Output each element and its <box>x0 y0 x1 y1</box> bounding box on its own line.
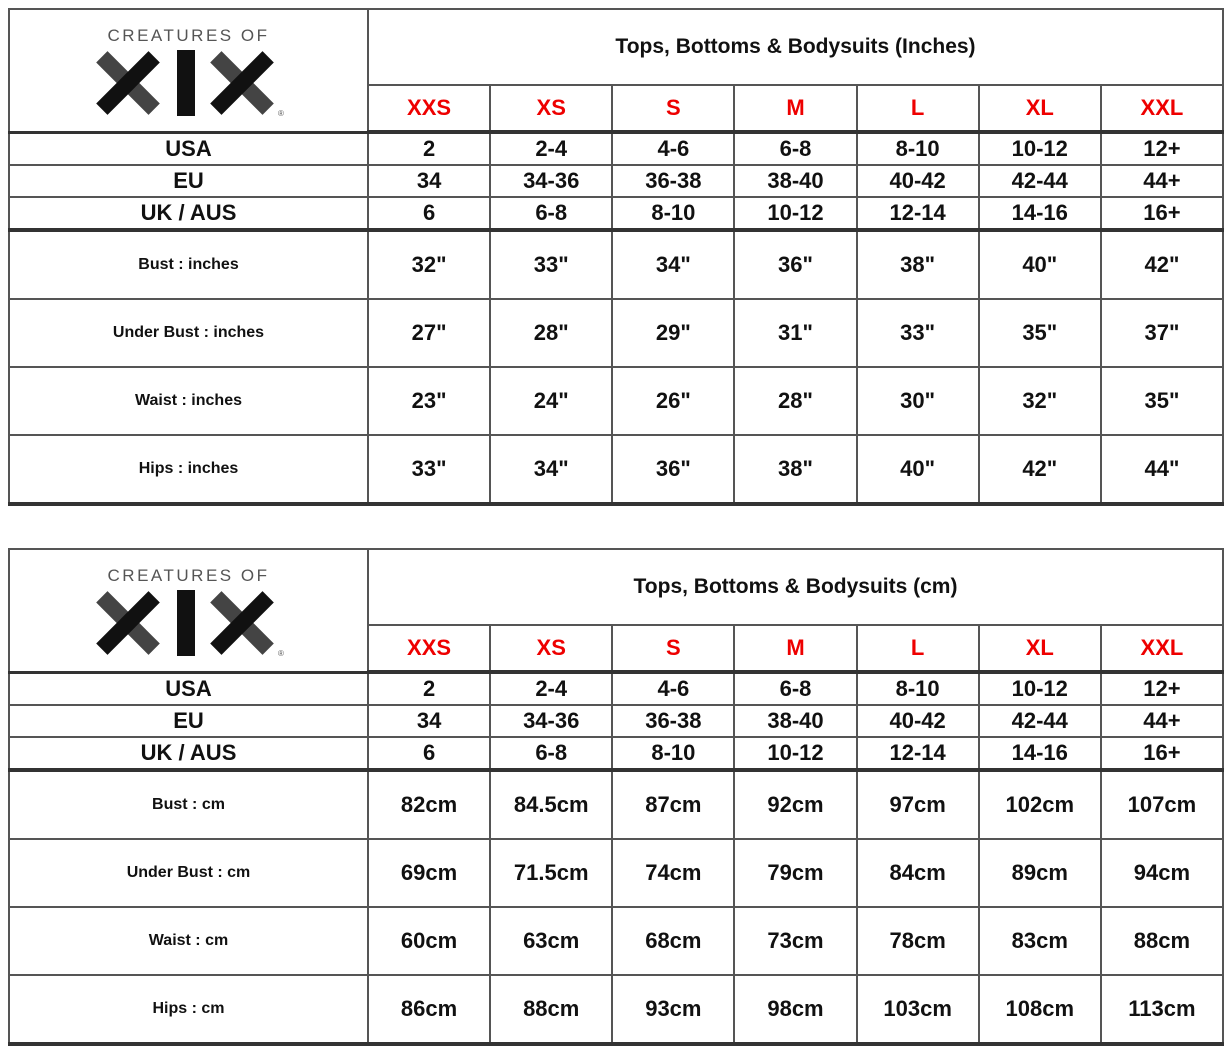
size-label-m: M <box>734 85 856 132</box>
size-table <box>8 548 1224 1046</box>
conversion-value: 16+ <box>1101 197 1223 230</box>
brand-logo <box>10 562 367 658</box>
measurement-value: 89cm <box>979 839 1101 907</box>
measurement-value: 33" <box>490 230 612 299</box>
measurement-value: 93cm <box>612 975 734 1044</box>
measurement-value: 33" <box>857 299 979 367</box>
conversion-value: 2 <box>368 132 490 165</box>
conversion-value: 38-40 <box>734 705 856 737</box>
measurement-value: 71.5cm <box>490 839 612 907</box>
measurement-value: 36" <box>612 435 734 504</box>
measurement-value: 102cm <box>979 770 1101 839</box>
conversion-value: 10-12 <box>979 672 1101 705</box>
measurement-row <box>9 299 1223 367</box>
conversion-label: EU <box>9 705 368 737</box>
measurement-label: Bust : cm <box>9 770 368 839</box>
measurement-row <box>9 367 1223 435</box>
measurement-value: 27" <box>368 299 490 367</box>
brand-logo-cell <box>9 549 368 672</box>
measurement-value: 35" <box>1101 367 1223 435</box>
measurement-value: 84cm <box>857 839 979 907</box>
conversion-value: 6-8 <box>734 672 856 705</box>
conversion-value: 14-16 <box>979 197 1101 230</box>
size-label-s: S <box>612 625 734 672</box>
chart-title: Tops, Bottoms & Bodysuits (cm) <box>368 549 1223 625</box>
measurement-value: 31" <box>734 299 856 367</box>
measurement-label: Waist : cm <box>9 907 368 975</box>
measurement-value: 73cm <box>734 907 856 975</box>
conversion-label: EU <box>9 165 368 197</box>
measurement-label: Under Bust : cm <box>9 839 368 907</box>
size-label-l: L <box>857 625 979 672</box>
size-chart-cm <box>8 548 1224 1046</box>
measurement-value: 83cm <box>979 907 1101 975</box>
conversion-value: 14-16 <box>979 737 1101 770</box>
measurement-value: 79cm <box>734 839 856 907</box>
measurement-value: 92cm <box>734 770 856 839</box>
conversion-value: 8-10 <box>857 132 979 165</box>
conversion-value: 36-38 <box>612 165 734 197</box>
measurement-value: 69cm <box>368 839 490 907</box>
measurement-label: Hips : inches <box>9 435 368 504</box>
conversion-value: 8-10 <box>612 197 734 230</box>
chart-title: Tops, Bottoms & Bodysuits (Inches) <box>368 9 1223 85</box>
measurement-row <box>9 230 1223 299</box>
measurement-value: 28" <box>490 299 612 367</box>
size-label-xxs: XXS <box>368 625 490 672</box>
size-label-xxl: XXL <box>1101 85 1223 132</box>
measurement-value: 29" <box>612 299 734 367</box>
measurement-row <box>9 907 1223 975</box>
conversion-value: 12+ <box>1101 672 1223 705</box>
measurement-value: 97cm <box>857 770 979 839</box>
brand-logo <box>10 22 367 118</box>
brand-mark <box>93 48 284 118</box>
registered-mark: ® <box>278 649 284 659</box>
conversion-value: 10-12 <box>979 132 1101 165</box>
measurement-value: 98cm <box>734 975 856 1044</box>
conversion-value: 2-4 <box>490 672 612 705</box>
measurement-value: 82cm <box>368 770 490 839</box>
conversion-value: 42-44 <box>979 705 1101 737</box>
conversion-value: 42-44 <box>979 165 1101 197</box>
conversion-value: 16+ <box>1101 737 1223 770</box>
measurement-value: 88cm <box>1101 907 1223 975</box>
measurement-value: 37" <box>1101 299 1223 367</box>
conversion-value: 10-12 <box>734 197 856 230</box>
measurement-value: 35" <box>979 299 1101 367</box>
measurement-value: 87cm <box>612 770 734 839</box>
conversion-value: 4-6 <box>612 672 734 705</box>
conversion-value: 6-8 <box>490 197 612 230</box>
conversion-value: 2 <box>368 672 490 705</box>
conversion-value: 12+ <box>1101 132 1223 165</box>
conversion-value: 34-36 <box>490 705 612 737</box>
size-chart-inches <box>8 8 1224 506</box>
conversion-value: 6-8 <box>734 132 856 165</box>
conversion-value: 6 <box>368 737 490 770</box>
measurement-value: 38" <box>857 230 979 299</box>
registered-mark: ® <box>278 109 284 119</box>
conversion-label: UK / AUS <box>9 197 368 230</box>
measurement-value: 24" <box>490 367 612 435</box>
measurement-value: 38" <box>734 435 856 504</box>
size-label-xl: XL <box>979 85 1101 132</box>
measurement-label: Hips : cm <box>9 975 368 1044</box>
size-label-l: L <box>857 85 979 132</box>
measurement-value: 63cm <box>490 907 612 975</box>
measurement-row <box>9 839 1223 907</box>
conversion-value: 40-42 <box>857 165 979 197</box>
conversion-value: 34-36 <box>490 165 612 197</box>
measurement-value: 108cm <box>979 975 1101 1044</box>
size-label-s: S <box>612 85 734 132</box>
size-label-xs: XS <box>490 85 612 132</box>
conversion-value: 2-4 <box>490 132 612 165</box>
conversion-value: 8-10 <box>857 672 979 705</box>
size-label-xxl: XXL <box>1101 625 1223 672</box>
conversion-value: 38-40 <box>734 165 856 197</box>
size-label-xxs: XXS <box>368 85 490 132</box>
conversion-value: 6 <box>368 197 490 230</box>
brand-name: CREATURES OF <box>107 566 270 586</box>
conversion-value: 12-14 <box>857 737 979 770</box>
size-table <box>8 8 1224 506</box>
measurement-value: 60cm <box>368 907 490 975</box>
measurement-value: 74cm <box>612 839 734 907</box>
measurement-label: Bust : inches <box>9 230 368 299</box>
conversion-row <box>9 132 1223 165</box>
measurement-value: 42" <box>979 435 1101 504</box>
conversion-label: USA <box>9 132 368 165</box>
brand-name: CREATURES OF <box>107 26 270 46</box>
conversion-label: USA <box>9 672 368 705</box>
conversion-label: UK / AUS <box>9 737 368 770</box>
measurement-value: 34" <box>612 230 734 299</box>
measurement-value: 44" <box>1101 435 1223 504</box>
conversion-row <box>9 165 1223 197</box>
measurement-row <box>9 435 1223 504</box>
measurement-row <box>9 770 1223 839</box>
measurement-value: 107cm <box>1101 770 1223 839</box>
size-label-xl: XL <box>979 625 1101 672</box>
measurement-value: 26" <box>612 367 734 435</box>
size-label-xs: XS <box>490 625 612 672</box>
measurement-value: 40" <box>979 230 1101 299</box>
measurement-value: 68cm <box>612 907 734 975</box>
brand-mark <box>93 588 284 658</box>
conversion-row <box>9 197 1223 230</box>
xix-logo-mark <box>93 48 277 118</box>
conversion-value: 12-14 <box>857 197 979 230</box>
measurement-value: 84.5cm <box>490 770 612 839</box>
measurement-value: 78cm <box>857 907 979 975</box>
measurement-value: 32" <box>979 367 1101 435</box>
size-label-m: M <box>734 625 856 672</box>
conversion-value: 36-38 <box>612 705 734 737</box>
conversion-value: 4-6 <box>612 132 734 165</box>
measurement-value: 34" <box>490 435 612 504</box>
measurement-value: 42" <box>1101 230 1223 299</box>
measurement-value: 23" <box>368 367 490 435</box>
conversion-value: 44+ <box>1101 705 1223 737</box>
conversion-value: 40-42 <box>857 705 979 737</box>
measurement-value: 113cm <box>1101 975 1223 1044</box>
conversion-row <box>9 705 1223 737</box>
measurement-label: Waist : inches <box>9 367 368 435</box>
measurement-value: 103cm <box>857 975 979 1044</box>
measurement-row <box>9 975 1223 1044</box>
xix-logo-mark <box>93 588 277 658</box>
conversion-value: 34 <box>368 705 490 737</box>
measurement-value: 28" <box>734 367 856 435</box>
conversion-value: 10-12 <box>734 737 856 770</box>
brand-logo-cell <box>9 9 368 132</box>
measurement-value: 33" <box>368 435 490 504</box>
conversion-row <box>9 737 1223 770</box>
conversion-value: 8-10 <box>612 737 734 770</box>
conversion-row <box>9 672 1223 705</box>
conversion-value: 34 <box>368 165 490 197</box>
measurement-label: Under Bust : inches <box>9 299 368 367</box>
measurement-value: 40" <box>857 435 979 504</box>
measurement-value: 30" <box>857 367 979 435</box>
conversion-value: 44+ <box>1101 165 1223 197</box>
measurement-value: 36" <box>734 230 856 299</box>
measurement-value: 94cm <box>1101 839 1223 907</box>
measurement-value: 88cm <box>490 975 612 1044</box>
measurement-value: 32" <box>368 230 490 299</box>
conversion-value: 6-8 <box>490 737 612 770</box>
measurement-value: 86cm <box>368 975 490 1044</box>
